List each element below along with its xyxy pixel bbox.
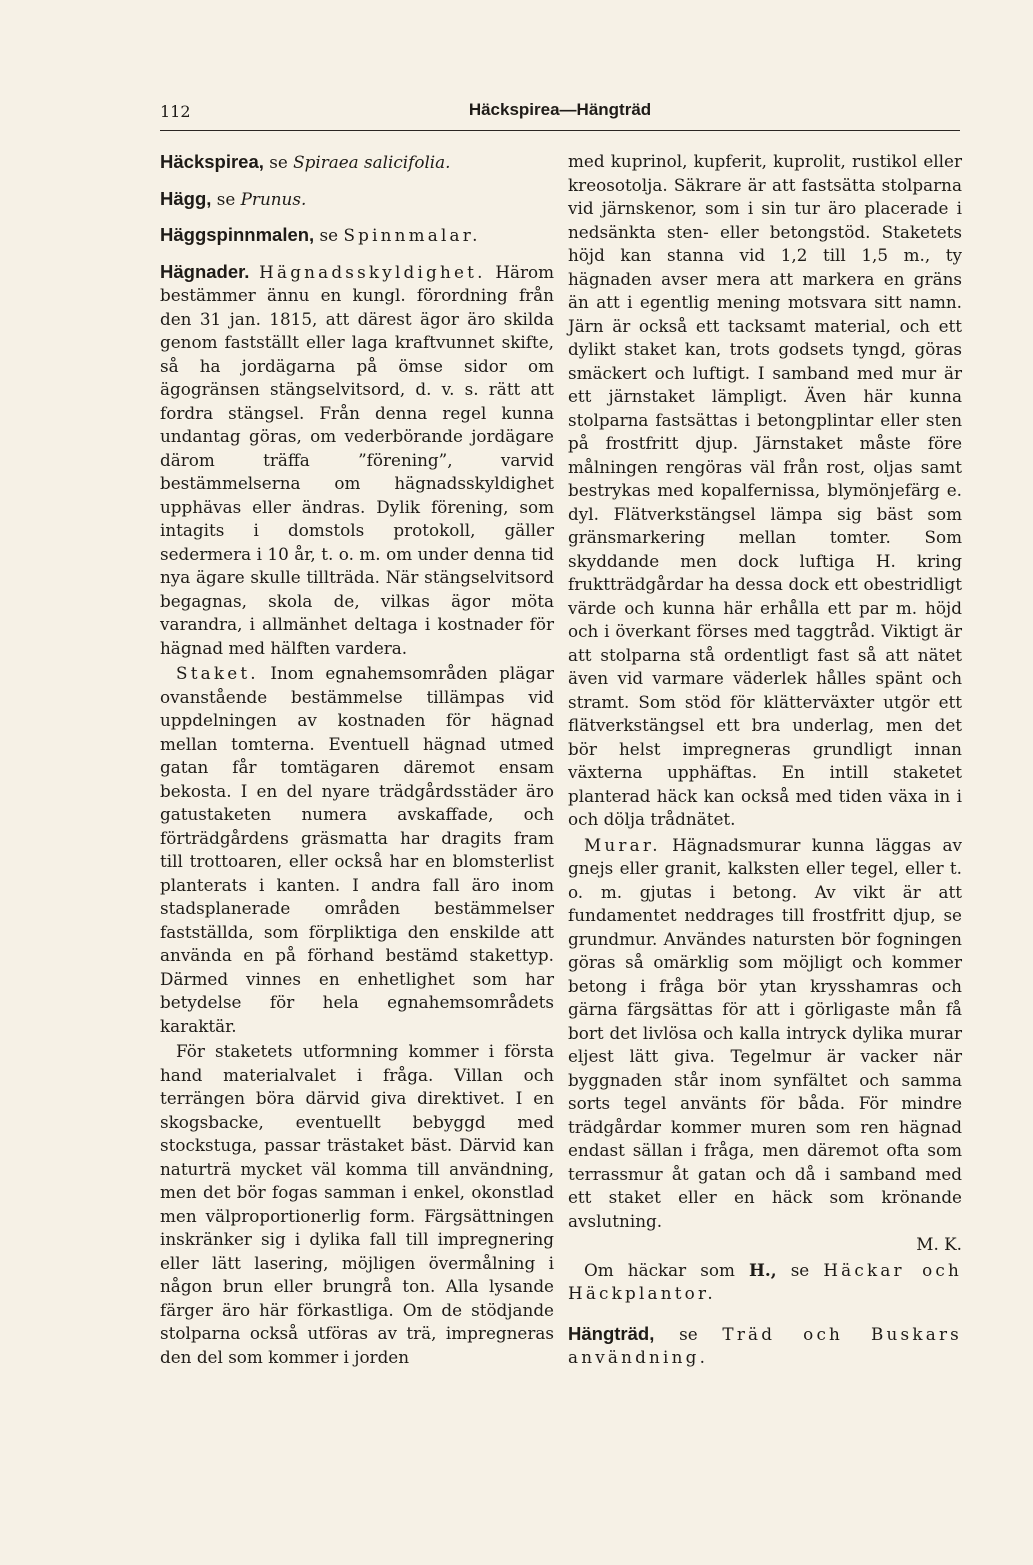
entry-hackspirea — [160, 150, 554, 175]
see-label: se — [790, 1259, 810, 1280]
see-label: se — [679, 1323, 698, 1344]
right-column — [568, 150, 962, 1370]
author-signature: M. K. — [916, 1234, 962, 1254]
subheading: Hägnadsskyldighet. — [259, 261, 486, 282]
cross-reference: Prunus. — [240, 188, 307, 209]
page-number: 112 — [160, 102, 191, 121]
entry-hagnader-p6 — [568, 1259, 962, 1306]
see-label: se — [216, 188, 236, 209]
cross-reference: Träd och Buskars användning. — [568, 1323, 962, 1367]
entry-hagg — [160, 187, 554, 212]
headword: Häggspinnmalen, — [160, 224, 315, 245]
entry-hagnader-p1 — [160, 260, 554, 661]
page-header — [160, 100, 960, 131]
headword: Häckspirea, — [160, 151, 264, 172]
paragraph: Inom egnahemsområden plägar ovanstående bestämmelse tillämpas vid uppdelningen av kostnaden för hägnad mellan tomterna. Eventuell hägnad utmed gatan får tomtägaren däremot ensam bekosta. I en del nyare trädgårdsstäder äro gatustaketen numera avskaffade, och förträdgårdens gräsmatta har dragits fram till trottoaren, eller också har en blomsterlist planterats i kanten. I andra fall äro inom stadsplanerade områden bestämmelser fastställda, som förpliktiga den enskilde att använda en på förhand bestämd stakettyp. Därmed vinnes en enhetlighet som har betydelse för hela egnahemsområdets karaktär. — [160, 663, 555, 1036]
entry-hagnader-p3: För staketets utformning kommer i första hand materialvalet i fråga. Villan och terrängen böra därvid giva direktivet. I en skogsbacke, eventuellt bebyggd med stockstuga, passar trästaket bäst. Därvid kan naturträ mycket väl komma till användning, men det bör fogas samman i enkel, okonstlad men välproportionerlig form. Färgsättningen inskränker sig i dylika fall till impregnering eller lätt lasering, möjligen övermålning i någon brun eller brungrå ton. Alla lysande färger äro här förkastliga. Om de stödjande stolparna också utföras av trä, impregneras den del som kommer i jorden — [160, 1041, 554, 1367]
entry-hagnader-p4: med kuprinol, kupferit, kuprolit, rustikol eller kreosotolja. Säkrare är att fastsätta stolparna vid järnskenor, som i sin tur äro placerade i nedsänkta sten- eller betongstöd. Staketets höjd kan stanna vid 1,2 till 1,5 m., ty hägnaden avser mera att markera en gräns än att i egentlig mening motsvara sitt namn. Järn är också ett tacksamt material, och ett dylikt staket kan, trots godsets tyngd, göras smäckert och luftigt. I samband med mur är ett järnstaket lämpligt. Även här kunna stolparna fastsättas i betongplintar eller sten på frostfritt djup. Järnstaket måste före målningen rengöras väl från rost, oljas samt bestrykas med kopalfernissa, blymönjefärg e. dyl. Flätverkstängsel lämpa sig bäst som gränsmarkering mellan tomter. Som skyddande men dock luftiga H. kring fruktträdgårdar ha dessa dock ett obestridligt värde och kunna här erhålla ett par m. höjd och i överkant förses med taggtråd. Viktigt är att stolparna stå ordentligt fast så att nätet även vid varmare väderlek hålles spänt och stramt. Som stöd för klätterväxter utgör ett flätverkstängsel ett bra underlag, men det bör helst impregneras grundligt innan växterna upphäftas. En intill staketet planterad häck kan också med tiden växa in i och dölja trådnätet. — [568, 151, 962, 829]
entry-haggspinnmalen — [160, 223, 554, 248]
cross-reference: Spiraea salicifolia. — [293, 152, 451, 172]
headword: Hägg, — [160, 187, 212, 209]
headword: Hängträd, — [568, 1322, 655, 1344]
entry-hagnader-p2 — [160, 662, 554, 1038]
paragraph: Om häckar som — [584, 1259, 735, 1280]
headword: Hägnader. — [160, 260, 250, 282]
abbreviation: H., — [749, 1259, 777, 1280]
entry-hagnader-p5 — [568, 834, 962, 1257]
subheading: Murar. — [584, 834, 661, 855]
see-label: se — [319, 225, 339, 245]
paragraph: Härom bestämmer ännu en kungl. förordning från den 31 jan. 1815, att därest ägor äro skilda genom fastställt eller laga kraftvunnet skifte, så ha jordägarna på ömse sidor om ägogränsen stängselvitsord, d. v. s. rätt att fordra stängsel. Från denna regel kunna undantag göras, om vederbörande jordägare därom träffa ”förening”, varvid bestämmelserna om hägnadsskyldighet upphävas eller ändras. Dylik förening, som intagits i domstols protokoll, gäller sedermera i 10 år, t. o. m. om under denna tid nya ägare skulle tillträda. När stängselvitsord begagnas, skola de, vilkas ägor möta varandra, i allmänhet deltaga i kostnader för hägnad med hälften vardera. — [160, 261, 554, 658]
cross-reference: Häckar och Häckplantor. — [568, 1259, 962, 1303]
running-title: Häckspirea—Hängträd — [468, 100, 652, 119]
cross-reference: Spinnmalar. — [343, 225, 481, 245]
left-column — [160, 150, 554, 1369]
paragraph: Hägnadsmurar kunna läggas av gnejs eller granit, kalksten eller tegel, eller t. o. m. gjutas i betong. Av vikt är att fundamentet neddrages till frostfritt djup, se grundmur. Användes natursten bör fogningen göras så omärklig som möjligt och kommer betong i fråga bör ytan krysshamras och gärna färgsättas för att i görligaste mån få bort det livlösa och kalla intryck dylika murar eljest lätt giva. Tegelmur är vacker när byggnaden står inom synfältet och samma sorts tegel använts för båda. För mindre trädgårdar kommer muren som ren hägnad endast sällan i fråga, men däremot ofta som terrassmur åt gatan och då i samband med ett staket eller en häck som krönande avslutning. — [568, 834, 962, 1231]
subheading: Staket. — [176, 663, 259, 683]
entry-hangtrad — [568, 1322, 962, 1370]
see-label: se — [269, 152, 288, 172]
